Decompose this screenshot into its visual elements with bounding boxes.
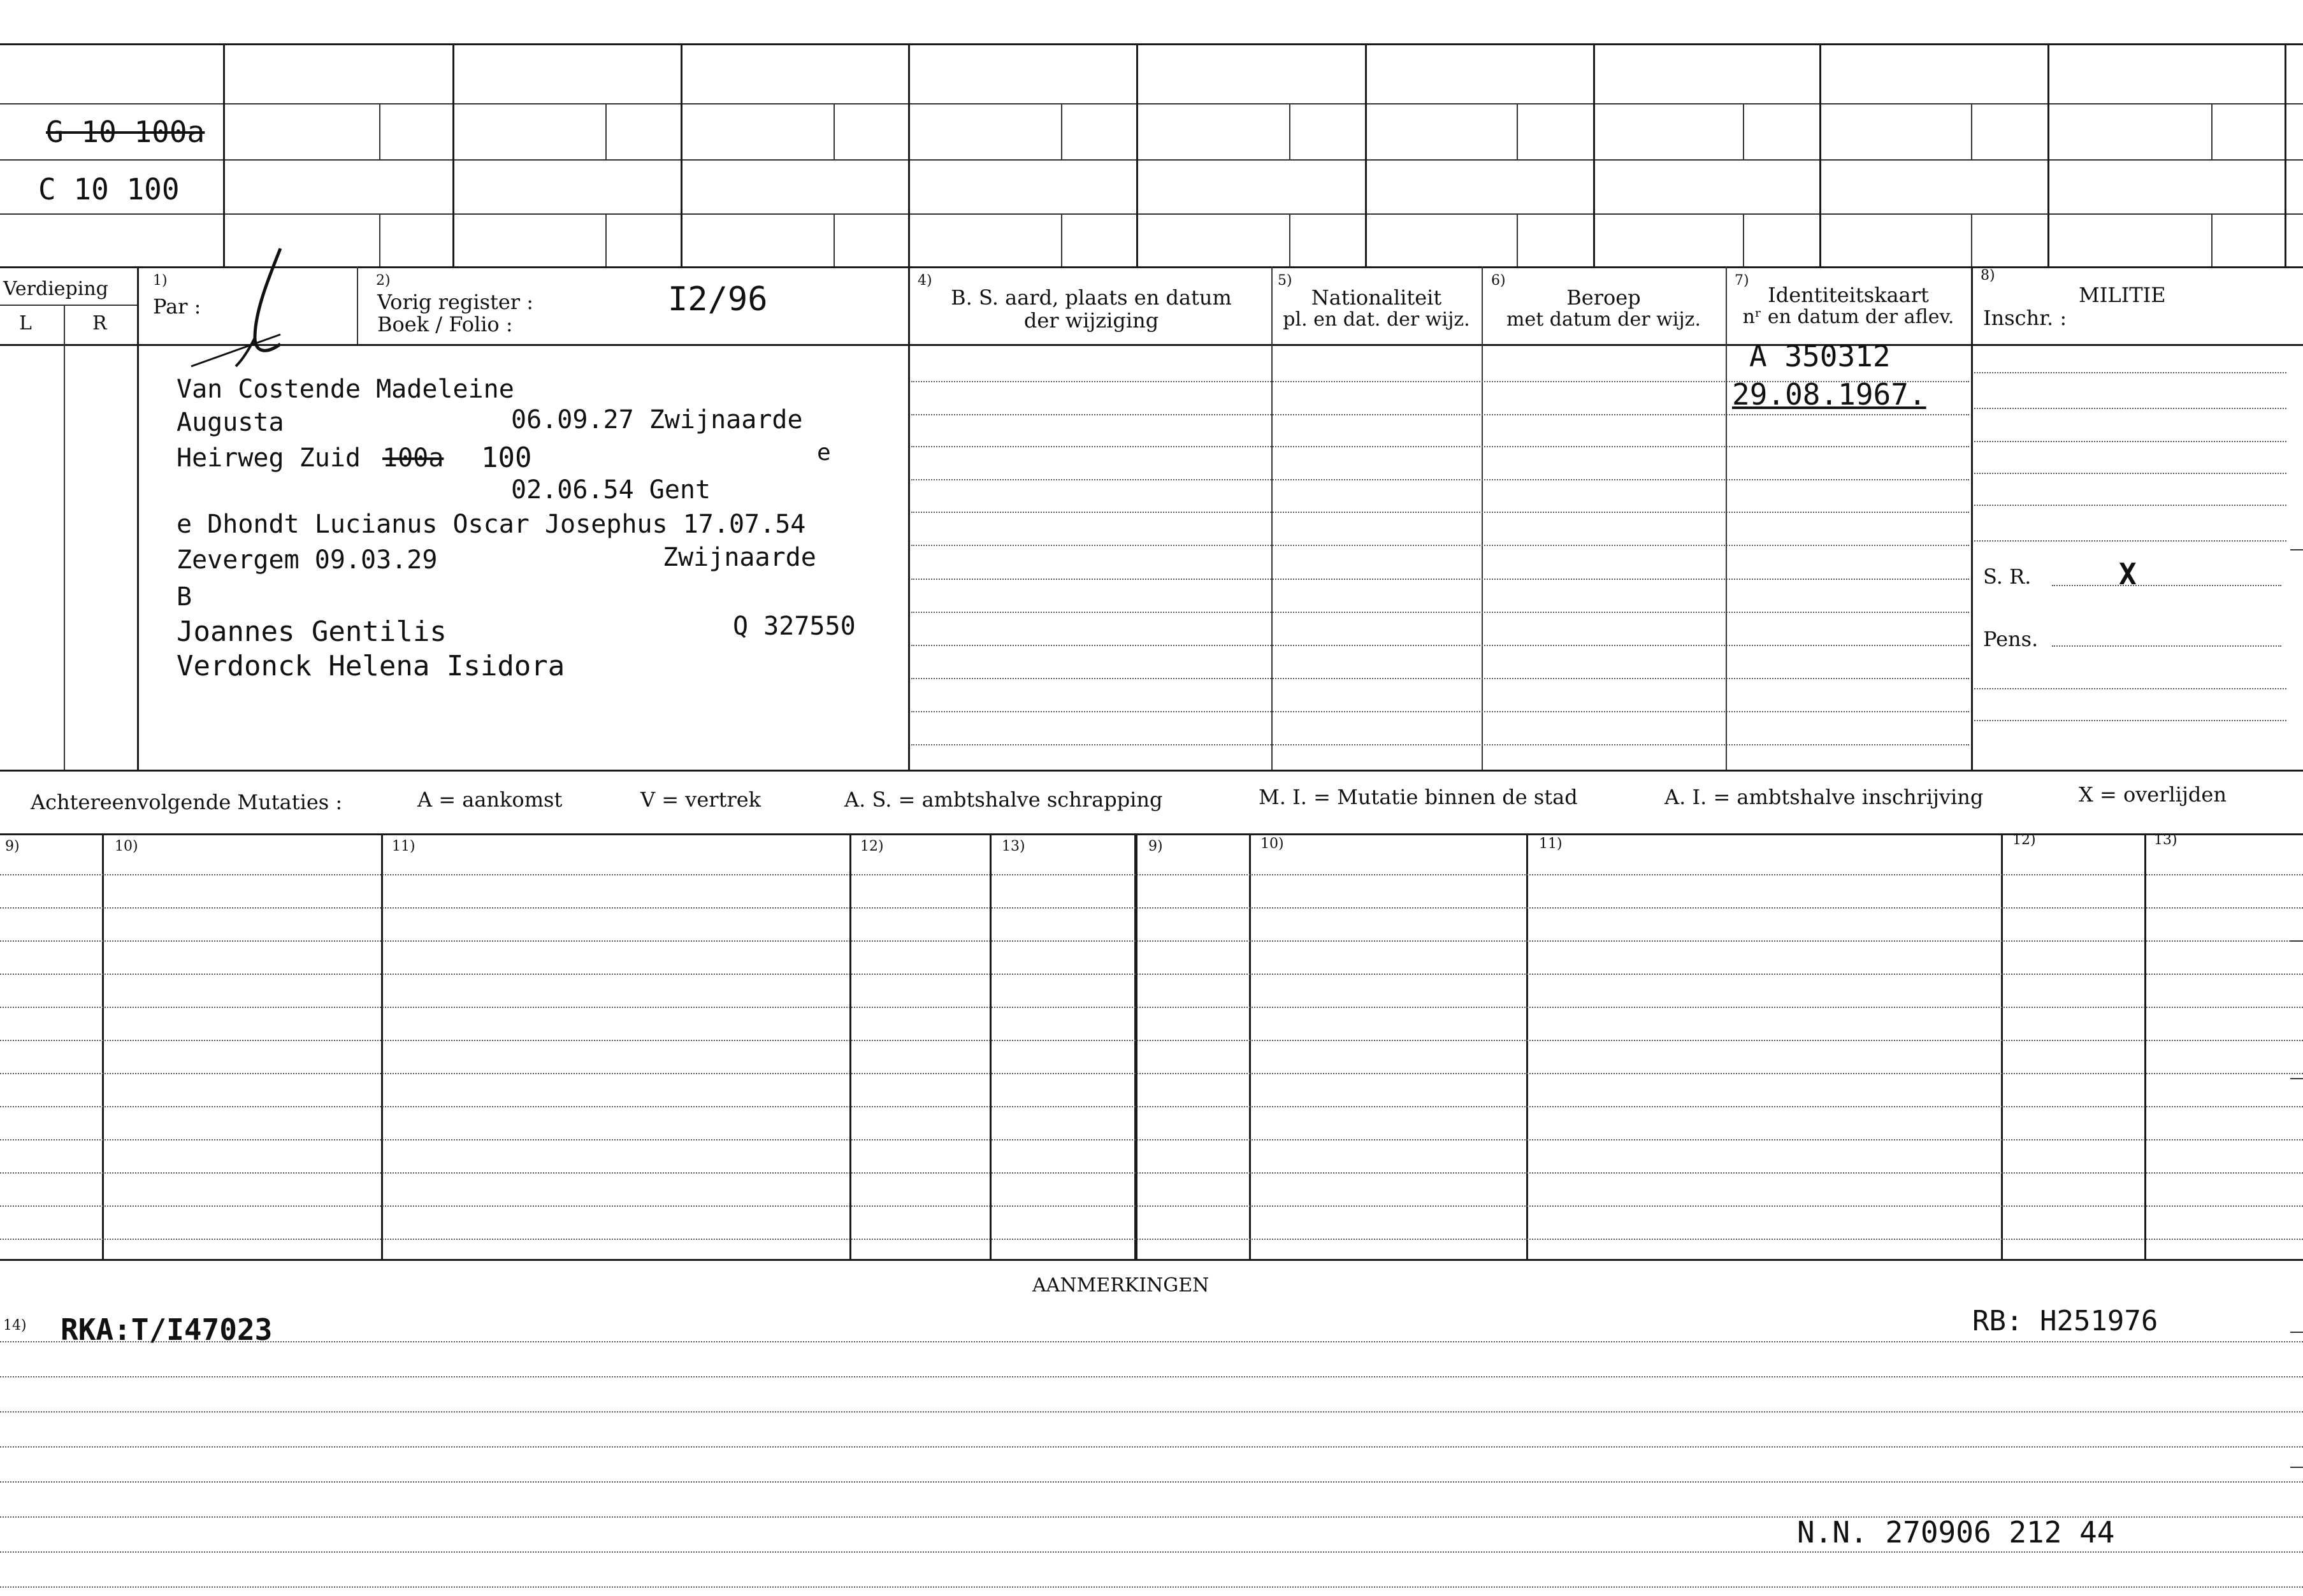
person-q-number: Q 327550	[733, 612, 856, 641]
remarks-line	[0, 1411, 2303, 1413]
remarks-line	[0, 1446, 2303, 1448]
mutaties-col-line	[2001, 833, 2003, 1259]
entry-line	[911, 612, 1969, 613]
grid-col-line	[223, 43, 225, 266]
mutatie-schrapping: A. S. = ambtshalve schrapping	[844, 787, 1163, 812]
id-label-line2: nʳ en datum der aflev.	[1742, 306, 1954, 328]
sr-label: S. R.	[1983, 564, 2032, 589]
mutaties-col-9: 9)	[5, 838, 20, 854]
grid-col-line	[137, 266, 139, 770]
nationaliteit-label-line1: Nationaliteit	[1311, 285, 1442, 310]
footnote-1: 1)	[153, 273, 168, 289]
mutaties-row-line	[0, 974, 2303, 975]
grid-col-line	[1061, 213, 1062, 266]
grid-col-line	[1517, 213, 1518, 266]
rka-number: RKA:T/I47023	[61, 1312, 273, 1347]
footnote-7: 7)	[1735, 273, 1749, 289]
person-birth: 06.09.27 Zwijnaarde	[511, 405, 803, 435]
edge-tick	[2290, 549, 2303, 550]
grid-row-line	[0, 213, 2303, 215]
person-spouse: e Dhondt Lucianus Oscar Josephus 17.07.54	[177, 510, 806, 539]
mutaties-col-line	[2144, 833, 2146, 1259]
verdieping-label: Verdieping	[3, 278, 108, 300]
grid-row-line	[0, 159, 2303, 161]
person-name-line: Van Costende Madeleine	[177, 375, 514, 404]
boek-folio-label: Boek / Folio :	[377, 312, 513, 336]
militie-label: MILITIE	[2079, 283, 2166, 307]
person-b-mark: B	[177, 582, 192, 612]
mutaties-col-13: 13)	[1002, 838, 1025, 854]
grid-col-line	[681, 43, 682, 266]
militie-line	[1974, 408, 2286, 409]
entry-line	[911, 479, 1969, 480]
militie-line	[1974, 540, 2286, 542]
bs-label-line2: der wijziging	[1023, 308, 1159, 333]
edge-tick	[2290, 1467, 2303, 1468]
grid-col-line	[1136, 43, 1138, 266]
verdieping-divider	[0, 305, 137, 306]
mutaties-row-line	[0, 1106, 2303, 1107]
mutatie-aankomst: A = aankomst	[417, 787, 563, 812]
sr-value: X	[2119, 557, 2137, 591]
grid-col-line	[1593, 43, 1595, 266]
mutaties-middle-divider	[1134, 833, 1137, 1259]
person-father: Joannes Gentilis	[177, 615, 447, 648]
grid-col-line	[379, 213, 380, 266]
mutaties-col-9b: 9)	[1148, 838, 1163, 854]
mutaties-col-line	[102, 833, 104, 1259]
person-spouse-place: Zwijnaarde	[663, 543, 816, 572]
grid-col-line	[1971, 266, 1973, 770]
grid-col-line	[2047, 43, 2049, 266]
mutaties-col-11b: 11)	[1539, 836, 1563, 852]
militie-line	[1974, 505, 2286, 506]
mutaties-row-line	[0, 940, 2303, 942]
grid-col-line	[834, 213, 835, 266]
mutaties-row-line	[0, 1239, 2303, 1240]
edge-tick	[2290, 1332, 2303, 1333]
entry-line	[911, 678, 1969, 679]
new-address-code: C 10 100	[38, 172, 180, 206]
grid-col-line	[1289, 103, 1290, 159]
entry-line	[911, 545, 1969, 546]
mutaties-row-line	[0, 1007, 2303, 1008]
grid-col-line	[2211, 213, 2213, 266]
entry-line	[911, 414, 1969, 415]
grid-col-line	[1365, 43, 1367, 266]
beroep-label-line2: met datum der wijz.	[1506, 308, 1701, 331]
col-l-label: L	[19, 312, 32, 334]
grid-col-line	[1971, 103, 1972, 159]
mutatie-overlijden: X = overlijden	[2079, 782, 2227, 807]
footnote-14: 14)	[3, 1318, 27, 1334]
mutaties-title: Achtereenvolgende Mutaties :	[31, 790, 343, 814]
mutaties-col-line	[990, 833, 992, 1259]
col-r-label: R	[92, 312, 107, 334]
sr-dotted-line	[2052, 585, 2281, 586]
top-border	[0, 43, 2303, 45]
person-mother: Verdonck Helena Isidora	[177, 650, 565, 682]
remarks-line	[0, 1586, 2303, 1588]
mutatie-vertrek: V = vertrek	[640, 787, 762, 812]
grid-col-line	[379, 103, 380, 159]
militie-line	[1974, 473, 2286, 474]
mutaties-col-12b: 12)	[2012, 832, 2036, 848]
header-top-border	[0, 266, 2303, 268]
remarks-line	[0, 1551, 2303, 1553]
person-old-number: 100a	[382, 443, 444, 473]
remarks-line	[0, 1341, 2303, 1342]
pens-label: Pens.	[1983, 627, 2039, 651]
mutaties-col-line	[849, 833, 851, 1259]
remarks-line	[0, 1481, 2303, 1483]
person-new-number: 100	[481, 442, 532, 474]
grid-row-line	[0, 103, 2303, 104]
mutaties-top-border	[0, 833, 2303, 835]
mutaties-row-line	[0, 1139, 2303, 1140]
mutaties-col-line	[1249, 833, 1251, 1259]
grid-col-line	[1971, 213, 1972, 266]
person-spouse-birth: Zevergem 09.03.29	[177, 545, 438, 575]
aanmerkingen-title: AANMERKINGEN	[1032, 1274, 1209, 1297]
grid-col-line	[1061, 103, 1062, 159]
entry-line	[911, 579, 1969, 580]
beroep-label-line1: Beroep	[1566, 285, 1641, 310]
grid-col-line	[1271, 266, 1273, 770]
mutaties-col-line	[1526, 833, 1528, 1259]
grid-col-line	[2211, 103, 2213, 159]
grid-col-line	[357, 266, 358, 344]
grid-col-line	[1517, 103, 1518, 159]
footnote-2: 2)	[376, 273, 391, 289]
grid-col-line	[908, 43, 910, 266]
id-card-date: 29.08.1967.	[1732, 377, 1926, 412]
footnote-5: 5)	[1278, 273, 1292, 289]
mutaties-col-13b: 13)	[2154, 832, 2177, 848]
grid-col-line	[605, 103, 607, 159]
mutaties-row-line	[0, 1172, 2303, 1174]
grid-col-line	[1819, 43, 1821, 266]
militie-line	[1974, 720, 2286, 721]
mutaties-col-12: 12)	[860, 838, 884, 854]
body-bottom-border	[0, 770, 2303, 772]
vorig-register-label: Vorig register :	[377, 290, 534, 314]
grid-col-line	[908, 266, 910, 770]
register-value: I2/96	[668, 280, 768, 319]
grid-col-line	[64, 305, 65, 770]
mutaties-col-line	[381, 833, 383, 1259]
mutatie-binnen-stad: M. I. = Mutatie binnen de stad	[1259, 785, 1578, 809]
pens-dotted-line	[2052, 645, 2281, 647]
inschr-label: Inschr. :	[1983, 306, 2067, 330]
grid-col-line	[1743, 213, 1744, 266]
grid-col-line	[1743, 103, 1744, 159]
edge-tick	[2290, 940, 2303, 942]
grid-col-line	[834, 103, 835, 159]
militie-line	[1974, 441, 2286, 442]
grid-col-line	[1289, 213, 1290, 266]
grid-col-line	[452, 43, 454, 266]
par-label: Par :	[153, 294, 201, 319]
militie-line	[1974, 688, 2286, 689]
person-street: Heirweg Zuid	[177, 443, 361, 473]
mutaties-row-line	[0, 874, 2303, 875]
mutaties-col-10b: 10)	[1260, 836, 1284, 852]
mutaties-col-11: 11)	[392, 838, 415, 854]
militie-line	[1974, 372, 2286, 373]
footnote-6: 6)	[1491, 273, 1506, 289]
old-address-code: G 10 100a	[46, 115, 205, 149]
entry-line	[911, 744, 1969, 745]
pointer-line	[185, 331, 287, 370]
bs-label-line1: B. S. aard, plaats en datum	[951, 285, 1232, 310]
mutaties-col-10: 10)	[115, 838, 138, 854]
person-marriage-date: 02.06.54 Gent	[511, 475, 711, 505]
mutaties-row-line	[0, 1073, 2303, 1074]
edge-tick	[2290, 1078, 2303, 1079]
id-card-number: A 350312	[1749, 339, 1891, 373]
header-bottom-border	[0, 344, 2303, 346]
entry-line	[911, 645, 1969, 646]
footnote-8: 8)	[1981, 268, 1995, 284]
mutaties-row-line	[0, 1040, 2303, 1041]
mutaties-row-line	[0, 1205, 2303, 1207]
entry-line	[911, 446, 1969, 447]
footnote-4: 4)	[918, 273, 932, 289]
mutatie-inschrijving: A. I. = ambtshalve inschrijving	[1664, 785, 1984, 809]
grid-col-line	[1726, 266, 1727, 770]
remarks-line	[0, 1376, 2303, 1377]
id-label-line1: Identiteitskaart	[1768, 283, 1929, 307]
rb-number: RB: H251976	[1972, 1305, 2158, 1337]
mutaties-bottom-border	[0, 1259, 2303, 1261]
grid-col-line	[2285, 43, 2286, 266]
entry-line	[911, 512, 1969, 513]
grid-col-line	[605, 213, 607, 266]
national-number: N.N. 270906 212 44	[1797, 1515, 2115, 1549]
person-e-mark: e	[817, 440, 831, 466]
mutaties-row-line	[0, 907, 2303, 909]
entry-line	[911, 711, 1969, 712]
person-firstname: Augusta	[177, 408, 284, 437]
grid-col-line	[1482, 266, 1483, 770]
nationaliteit-label-line2: pl. en dat. der wijz.	[1283, 308, 1470, 331]
